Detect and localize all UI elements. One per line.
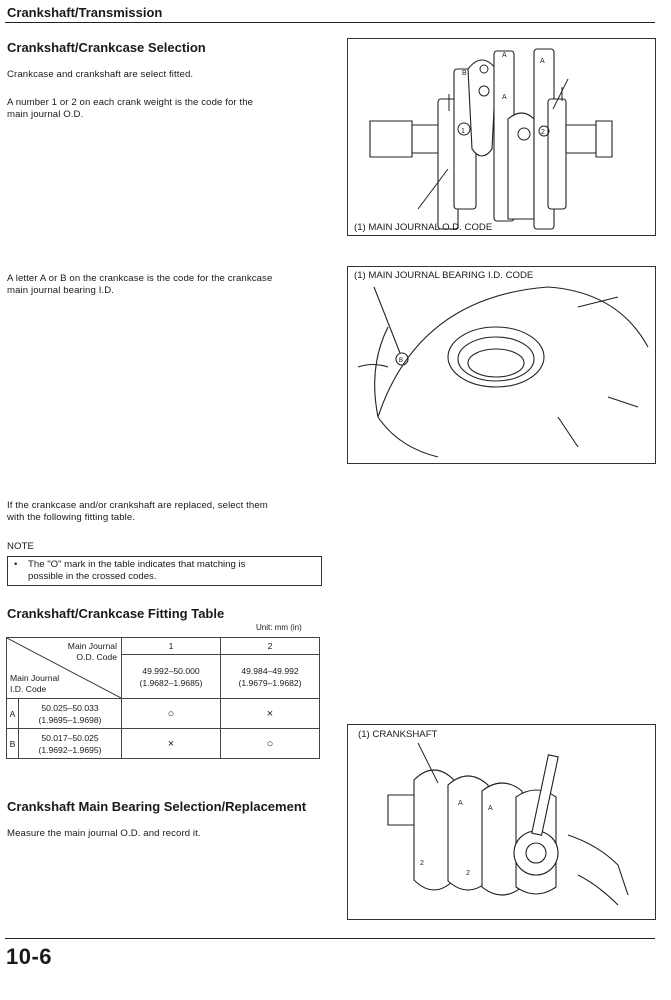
value-mm: 50.017–50.025 — [41, 732, 99, 743]
column-code: 1 — [122, 638, 221, 655]
crankshaft-illustration — [348, 39, 655, 235]
paragraph-select-fitted: Crankcase and crankshaft are select fitted. — [7, 69, 194, 80]
running-header: Crankshaft/Transmission — [7, 5, 163, 20]
column-value — [221, 655, 320, 699]
paragraph-od-code — [7, 97, 253, 121]
value-in: (1.9695–1.9698) — [38, 714, 102, 725]
match-cell: ○ — [221, 729, 320, 759]
note-label: NOTE — [7, 541, 35, 552]
figure-main-journal-bearing-id-code — [347, 266, 656, 464]
paragraph-line: with the following fitting table. — [7, 512, 136, 523]
table-row — [7, 729, 320, 759]
section-title-main-bearing: Crankshaft Main Bearing Selection/Replacement — [7, 799, 307, 814]
match-cell: × — [221, 699, 320, 729]
bullet: • — [14, 559, 18, 570]
value-mm: 50.025–50.033 — [41, 702, 99, 713]
footer-divider — [5, 938, 655, 939]
svg-text:2: 2 — [420, 860, 424, 867]
svg-text:A: A — [502, 52, 507, 59]
figure-caption: (1) MAIN JOURNAL O.D. CODE — [354, 222, 493, 233]
column-value — [122, 655, 221, 699]
value-in: (1.9682–1.9685) — [139, 677, 203, 688]
table-unit: Unit: mm (in) — [256, 623, 302, 632]
match-cell: ○ — [122, 699, 221, 729]
match-cell: × — [122, 729, 221, 759]
corner-label: I.D. Code — [10, 684, 47, 694]
svg-text:B: B — [399, 358, 404, 364]
paragraph-line: If the crankcase and/or crankshaft are replaced, select them — [7, 500, 268, 511]
crankshaft-measure-illustration — [348, 725, 655, 919]
note-box — [7, 556, 322, 586]
figure-caption: (1) MAIN JOURNAL BEARING I.D. CODE — [354, 270, 534, 281]
row-value — [19, 699, 121, 728]
corner-label: O.D. Code — [76, 652, 117, 662]
svg-text:2: 2 — [541, 129, 545, 136]
corner-label: Main Journal — [67, 641, 117, 651]
paragraph-replacement — [7, 500, 268, 524]
value-in: (1.9692–1.9695) — [38, 744, 102, 755]
paragraph-measure: Measure the main journal O.D. and record it. — [7, 828, 201, 839]
svg-text:2: 2 — [466, 870, 470, 877]
paragraph-id-code — [7, 273, 272, 297]
table-title: Crankshaft/Crankcase Fitting Table — [7, 606, 225, 621]
svg-text:A: A — [458, 800, 463, 807]
figure-caption: (1) CRANKSHAFT — [358, 729, 438, 740]
paragraph-line: A number 1 or 2 on each crank weight is the code for the — [7, 97, 254, 108]
column-code: 2 — [221, 638, 320, 655]
table-row — [7, 699, 320, 729]
figure-crankshaft-measure — [347, 724, 656, 920]
header-divider — [5, 22, 655, 23]
crankcase-illustration — [348, 267, 655, 463]
section-title-selection: Crankshaft/Crankcase Selection — [7, 40, 206, 55]
row-code: B — [7, 729, 19, 758]
value-mm: 49.992–50.000 — [142, 665, 200, 676]
paragraph-line: main journal O.D. — [7, 109, 84, 120]
paragraph-line: A letter A or B on the crankcase is the code for the crankcase — [7, 273, 273, 284]
svg-text:A: A — [540, 58, 545, 65]
svg-text:A: A — [488, 805, 493, 812]
figure-main-journal-od-code — [347, 38, 656, 236]
note-line: The "O" mark in the table indicates that matching is — [28, 559, 246, 570]
svg-text:1: 1 — [461, 128, 465, 135]
corner-label: Main Journal — [10, 673, 60, 683]
note-line: possible in the crossed codes. — [28, 571, 157, 582]
page-number: 10-6 — [6, 944, 53, 969]
value-mm: 49.984–49.992 — [241, 665, 299, 676]
svg-text:B: B — [462, 70, 467, 77]
table-corner-header — [7, 638, 122, 699]
fitting-table — [6, 637, 320, 759]
value-in: (1.9679–1.9682) — [238, 677, 302, 688]
paragraph-line: main journal bearing I.D. — [7, 285, 115, 296]
row-value — [19, 729, 121, 758]
svg-text:A: A — [502, 94, 507, 101]
row-code: A — [7, 699, 19, 728]
